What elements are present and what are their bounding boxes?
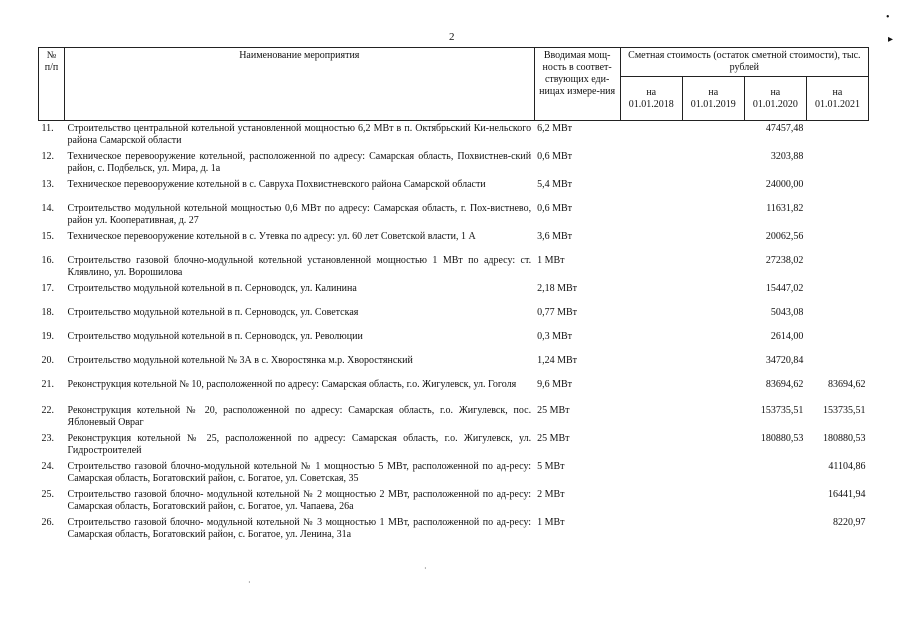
header-unit: Вводимая мощ-ность в соответ-ствующих еди-ницах измере-ния bbox=[534, 48, 620, 121]
row-capacity: 1 МВт bbox=[537, 255, 565, 266]
row-cost-2020 bbox=[744, 459, 806, 487]
row-number: 21. bbox=[41, 379, 54, 390]
row-cost-2020: 20062,56 bbox=[765, 231, 804, 242]
row-capacity: 2,18 МВт bbox=[537, 283, 578, 294]
row-cost-2018 bbox=[620, 377, 682, 403]
row-cost-2018 bbox=[620, 121, 682, 150]
header-date-2018: на 01.01.2018 bbox=[620, 77, 682, 121]
row-cost-2020: 153735,51 bbox=[760, 405, 804, 416]
header-name: Наименование мероприятия bbox=[65, 48, 535, 121]
row-cost-2020: 5043,08 bbox=[770, 307, 804, 318]
table-row bbox=[39, 253, 869, 281]
row-number: 18. bbox=[41, 307, 54, 318]
row-cost-2021 bbox=[806, 253, 868, 281]
table-row bbox=[39, 431, 869, 459]
row-capacity: 3,6 МВт bbox=[537, 231, 573, 242]
table-row bbox=[39, 305, 869, 329]
table-row bbox=[39, 329, 869, 353]
row-name: Реконструкция котельной № 20, расположенной по адресу: Самарская область, г.о. Жигулевск, пос. Яблоневый Овраг bbox=[67, 405, 532, 428]
row-cost-2021: 41104,86 bbox=[828, 461, 866, 472]
measures-table bbox=[38, 47, 869, 543]
row-cost-2020: 34720,84 bbox=[765, 355, 804, 366]
row-capacity: 1,24 МВт bbox=[537, 355, 578, 366]
row-cost-2021 bbox=[806, 121, 868, 150]
row-capacity: 9,6 МВт bbox=[537, 379, 573, 390]
row-cost-2018 bbox=[620, 431, 682, 459]
row-cost-2019 bbox=[682, 201, 744, 229]
row-cost-2018 bbox=[620, 329, 682, 353]
row-number: 19. bbox=[41, 331, 54, 342]
row-cost-2019 bbox=[682, 403, 744, 431]
row-cost-2019 bbox=[682, 459, 744, 487]
table-row bbox=[39, 281, 869, 305]
row-cost-2019 bbox=[682, 177, 744, 201]
row-cost-2019 bbox=[682, 515, 744, 543]
row-cost-2020: 180880,53 bbox=[760, 433, 804, 444]
row-name: Строительство модульной котельной в п. Серноводск, ул. Калинина bbox=[67, 283, 357, 294]
row-capacity: 6,2 МВт bbox=[537, 123, 573, 134]
row-number: 12. bbox=[41, 151, 54, 162]
table-row bbox=[39, 121, 869, 150]
row-name: Строительство центральной котельной установленной мощностью 6,2 МВт в п. Октябрьский Ки-нельского района Самарской области bbox=[67, 123, 532, 146]
row-name: Строительство газовой блочно- модульной котельной № 3 мощностью 1 МВт, расположенной по ад-ресу: Самарская область, Богатовский район, с. Богатое, ул. Ленина, 31а bbox=[67, 517, 532, 540]
row-cost-2021 bbox=[806, 201, 868, 229]
row-cost-2020: 11631,82 bbox=[766, 203, 804, 214]
row-number: 25. bbox=[41, 489, 54, 500]
row-cost-2021: 180880,53 bbox=[823, 433, 866, 444]
table-row bbox=[39, 229, 869, 253]
row-cost-2020: 24000,00 bbox=[765, 179, 804, 190]
row-cost-2020: 27238,02 bbox=[765, 255, 804, 266]
row-name: Строительство модульной котельной в п. Серноводск, ул. Советская bbox=[67, 307, 359, 318]
row-name: Строительство модульной котельной мощностью 0,6 МВт по адресу: Самарская область, г. Пох-вистнево, район ул. Кооперативная, д. 27 bbox=[67, 203, 532, 226]
row-capacity: 1 МВт bbox=[537, 517, 565, 528]
row-cost-2021 bbox=[806, 305, 868, 329]
row-name: Строительство модульной котельной № 3А в с. Хворостянка м.р. Хворостянский bbox=[67, 355, 413, 366]
row-cost-2018 bbox=[620, 253, 682, 281]
row-cost-2021 bbox=[806, 281, 868, 305]
row-capacity: 0,3 МВт bbox=[537, 331, 573, 342]
row-number: 17. bbox=[41, 283, 54, 294]
table-row bbox=[39, 403, 869, 431]
row-number: 11. bbox=[41, 123, 54, 134]
row-capacity: 5,4 МВт bbox=[537, 179, 573, 190]
header-date-2019: на 01.01.2019 bbox=[682, 77, 744, 121]
table-row bbox=[39, 353, 869, 377]
row-number: 14. bbox=[41, 203, 54, 214]
table-row bbox=[39, 201, 869, 229]
row-name: Строительство газовой блочно-модульной котельной № 1 мощностью 5 МВт, расположенной по ад-ресу: Самарская область, Богатовский район, с. Богатое, ул. Советская, 35 bbox=[67, 461, 532, 484]
row-capacity: 0,6 МВт bbox=[537, 203, 573, 214]
table-row bbox=[39, 149, 869, 177]
row-cost-2019 bbox=[682, 281, 744, 305]
table-row bbox=[39, 515, 869, 543]
row-cost-2018 bbox=[620, 459, 682, 487]
table-row bbox=[39, 177, 869, 201]
row-name: Строительство газовой блочно-модульной котельной установленной мощностью 1 МВт по адресу: ст. Клявлино, ул. Ворошилова bbox=[67, 255, 532, 278]
row-number: 20. bbox=[41, 355, 54, 366]
table-row bbox=[39, 487, 869, 515]
row-cost-2021: 16441,94 bbox=[828, 489, 866, 500]
row-cost-2018 bbox=[620, 305, 682, 329]
row-capacity: 2 МВт bbox=[537, 489, 565, 500]
row-cost-2020: 47457,48 bbox=[765, 123, 804, 134]
scan-speck: · bbox=[424, 564, 427, 573]
row-cost-2019 bbox=[682, 329, 744, 353]
row-cost-2018 bbox=[620, 403, 682, 431]
page-number: 2 bbox=[449, 31, 455, 43]
row-name: Строительство модульной котельной в п. Серноводск, ул. Революции bbox=[67, 331, 363, 342]
header-cost: Сметная стоимость (остаток сметной стоимости), тыс. рублей bbox=[620, 48, 868, 77]
row-number: 15. bbox=[41, 231, 54, 242]
row-cost-2019 bbox=[682, 431, 744, 459]
row-cost-2019 bbox=[682, 149, 744, 177]
row-cost-2019 bbox=[682, 121, 744, 150]
row-number: 26. bbox=[41, 517, 54, 528]
row-cost-2021: 83694,62 bbox=[828, 379, 866, 390]
row-cost-2018 bbox=[620, 487, 682, 515]
row-capacity: 0,6 МВт bbox=[537, 151, 573, 162]
header-date-2021: на 01.01.2021 bbox=[806, 77, 868, 121]
row-name: Техническое перевооружение котельной, расположенной по адресу: Самарская область, Похвистнев-ский район, с. Подбельск, ул. Мира, д. 1а bbox=[67, 151, 532, 174]
header-num: № п/п bbox=[39, 48, 65, 121]
table-body bbox=[39, 121, 869, 544]
row-cost-2018 bbox=[620, 281, 682, 305]
row-cost-2018 bbox=[620, 353, 682, 377]
row-cost-2019 bbox=[682, 487, 744, 515]
row-cost-2020: 83694,62 bbox=[765, 379, 804, 390]
row-number: 16. bbox=[41, 255, 54, 266]
row-cost-2021: 153735,51 bbox=[823, 405, 866, 416]
row-cost-2018 bbox=[620, 149, 682, 177]
row-capacity: 25 МВт bbox=[537, 405, 570, 416]
row-number: 24. bbox=[41, 461, 54, 472]
row-capacity: 0,77 МВт bbox=[537, 307, 578, 318]
header-date-2020: на 01.01.2020 bbox=[744, 77, 806, 121]
row-name: Техническое перевооружение котельной в с. Савруха Похвистневского района Самарской области bbox=[67, 179, 486, 190]
row-cost-2018 bbox=[620, 229, 682, 253]
row-cost-2020: 2614,00 bbox=[770, 331, 804, 342]
row-name: Реконструкция котельной № 25, расположенной по адресу: Самарская область, г.о. Жигулевск, ул. Гидростроителей bbox=[67, 433, 532, 456]
row-cost-2020 bbox=[744, 487, 806, 515]
scan-speck: · bbox=[248, 578, 251, 587]
row-cost-2020: 15447,02 bbox=[765, 283, 804, 294]
row-cost-2019 bbox=[682, 253, 744, 281]
scan-speck: • bbox=[886, 12, 890, 23]
row-cost-2019 bbox=[682, 377, 744, 403]
row-cost-2021 bbox=[806, 353, 868, 377]
scan-speck: ▸ bbox=[888, 34, 894, 45]
row-cost-2018 bbox=[620, 177, 682, 201]
row-cost-2019 bbox=[682, 305, 744, 329]
row-capacity: 5 МВт bbox=[537, 461, 565, 472]
row-cost-2020: 3203,88 bbox=[770, 151, 804, 162]
row-number: 13. bbox=[41, 179, 54, 190]
row-cost-2020 bbox=[744, 515, 806, 543]
row-cost-2021 bbox=[806, 229, 868, 253]
row-cost-2021 bbox=[806, 177, 868, 201]
row-cost-2021 bbox=[806, 149, 868, 177]
table-row bbox=[39, 459, 869, 487]
row-name: Строительство газовой блочно- модульной котельной № 2 мощностью 2 МВт, расположенной по ад-ресу: Самарская область, Богатовский район, с. Богатое, ул. Чапаева, 26а bbox=[67, 489, 532, 512]
row-cost-2021: 8220,97 bbox=[833, 517, 866, 528]
row-name: Техническое перевооружение котельной в с. Утевка по адресу: ул. 60 лет Советской власти, 1 А bbox=[67, 231, 476, 242]
row-cost-2019 bbox=[682, 353, 744, 377]
row-cost-2018 bbox=[620, 515, 682, 543]
table-row bbox=[39, 377, 869, 403]
row-cost-2019 bbox=[682, 229, 744, 253]
row-cost-2018 bbox=[620, 201, 682, 229]
row-number: 23. bbox=[41, 433, 54, 444]
row-number: 22. bbox=[41, 405, 54, 416]
row-capacity: 25 МВт bbox=[537, 433, 570, 444]
row-name: Реконструкция котельной № 10, расположенной по адресу: Самарская область, г.о. Жигулевск, ул. Гоголя bbox=[67, 379, 517, 390]
row-cost-2021 bbox=[806, 329, 868, 353]
